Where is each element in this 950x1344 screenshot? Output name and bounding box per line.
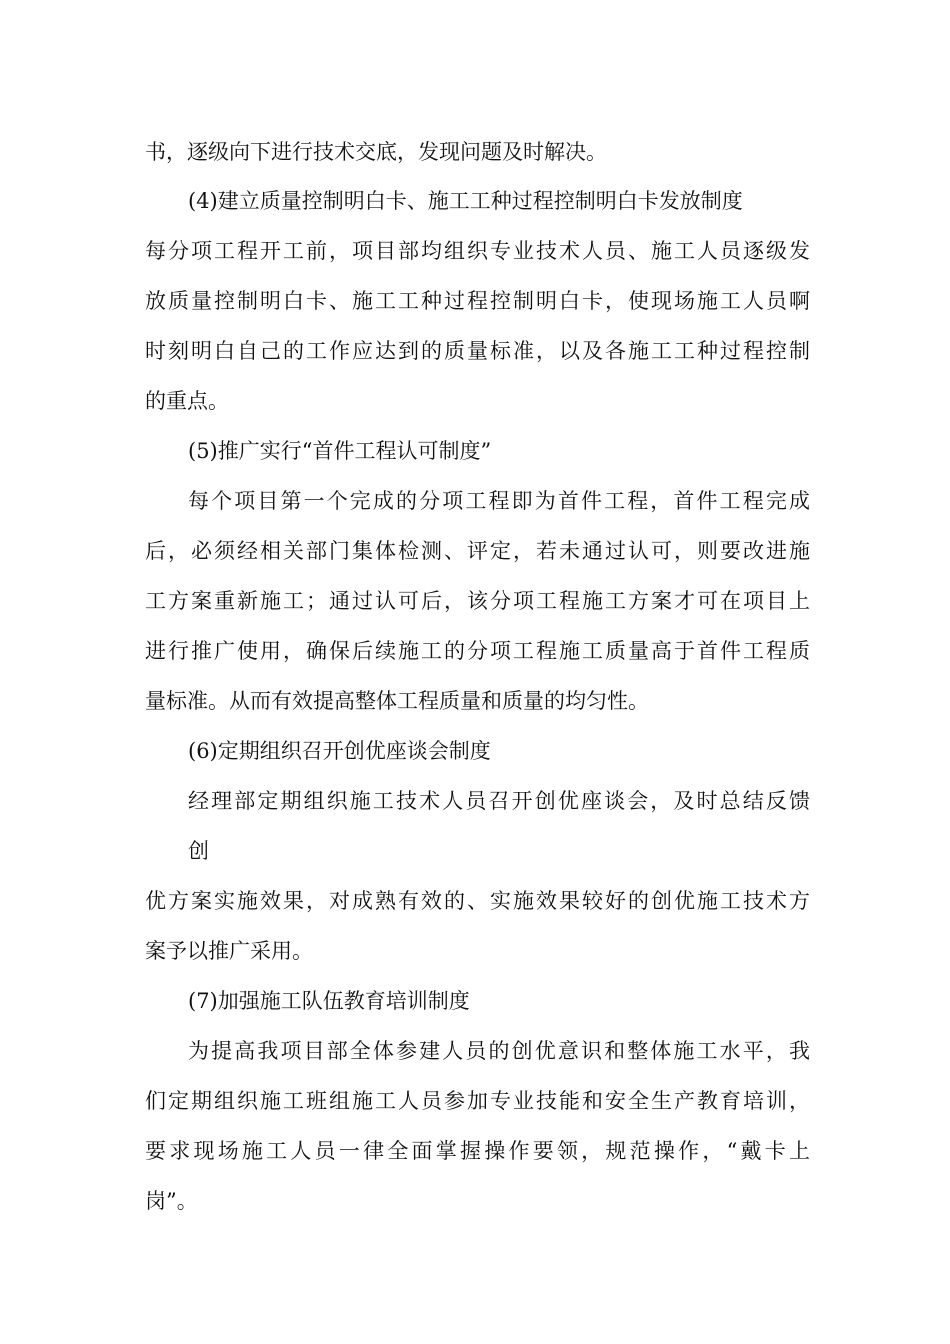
- section-heading-5: (5)推广实行“首件工程认可制度”: [188, 439, 492, 463]
- text-line-5: 时刻明白自己的工作应达到的质量标准，以及各施工工种过程控制: [145, 339, 810, 363]
- text-line-16: 优方案实施效果，对成熟有效的、实施效果较好的创优施工技术方: [145, 889, 810, 913]
- text-line-19: 为提高我项目部全体参建人员的创优意识和整体施工水平，我: [188, 1039, 810, 1063]
- text-line-10: 工方案重新施工；通过认可后，该分项工程施工方案才可在项目上: [145, 589, 810, 613]
- section-heading-7: (7)加强施工队伍教育培训制度: [188, 989, 470, 1013]
- section-heading-6: (6)定期组织召开创优座谈会制度: [188, 739, 491, 763]
- text-line-6: 的重点。: [145, 389, 229, 413]
- text-line-14: 经理部定期组织施工技术人员召开创优座谈会，及时总结反馈: [188, 789, 810, 813]
- text-line-12: 量标准。从而有效提高整体工程质量和质量的均匀性。: [145, 689, 649, 713]
- text-line-17: 案予以推广采用。: [145, 939, 313, 963]
- text-line-9: 后，必须经相关部门集体检测、评定，若未通过认可，则要改进施: [145, 539, 810, 563]
- text-line-22: 岗”。: [145, 1189, 198, 1213]
- text-line-4: 放质量控制明白卡、施工工种过程控制明白卡，使现场施工人员啊: [145, 289, 810, 313]
- text-line-3: 每分项工程开工前，项目部均组织专业技术人员、施工人员逐级发: [145, 239, 810, 263]
- text-line-8: 每个项目第一个完成的分项工程即为首件工程，首件工程完成: [188, 489, 810, 513]
- text-line-1: 书，逐级向下进行技术交底，发现问题及时解决。: [145, 140, 607, 164]
- text-line-21: 要求现场施工人员一律全面掌握操作要领，规范操作，“戴卡上: [145, 1139, 810, 1163]
- text-line-11: 进行推广使用，确保后续施工的分项工程施工质量高于首件工程质: [145, 639, 810, 663]
- text-line-20: 们定期组织施工班组施工人员参加专业技能和安全生产教育培训，: [145, 1089, 810, 1113]
- section-heading-4: (4)建立质量控制明白卡、施工工种过程控制明白卡发放制度: [188, 189, 743, 213]
- text-line-15: 创: [188, 839, 209, 863]
